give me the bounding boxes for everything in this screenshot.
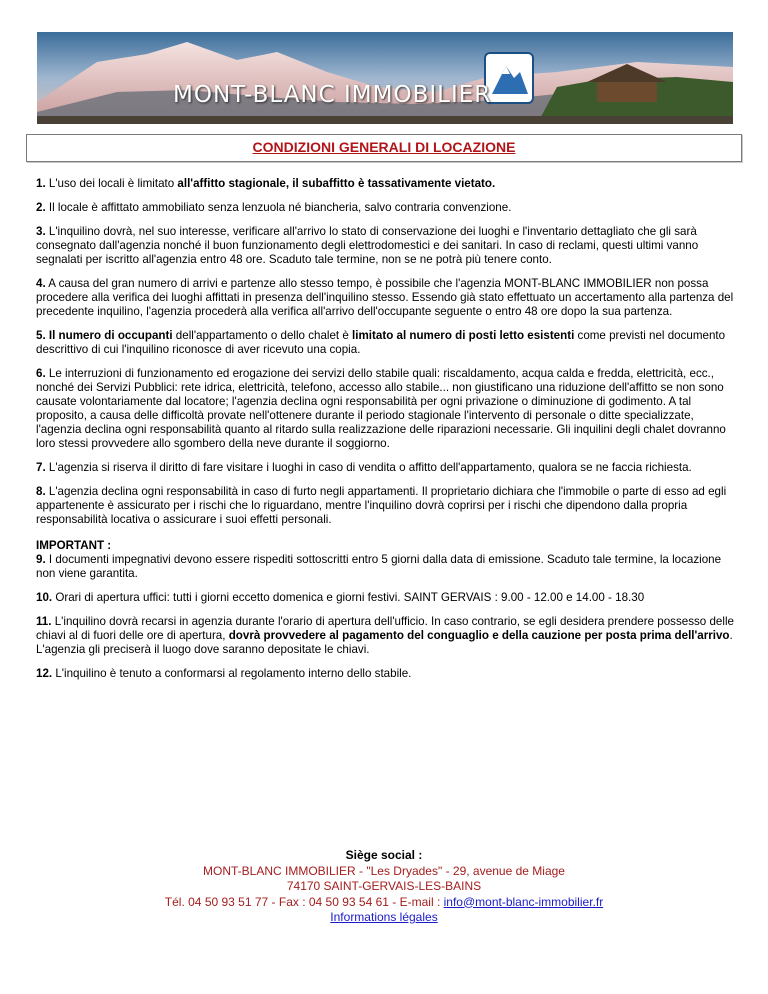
clause-2: 2. Il locale è affittato ammobiliato senza lenzuola né biancheria, salvo contraria convenzione.	[36, 201, 512, 214]
conditions-text	[36, 177, 736, 691]
company-logo	[484, 52, 534, 104]
page-title-box	[26, 134, 742, 162]
email-link[interactable]: info@mont-blanc-immobilier.fr	[443, 894, 604, 909]
clause-3: 3. L'inquilino dovrà, nel suo interesse, verificare all'arrivo lo stato di conservazione dei luoghi e l'inventario dettagliato che gli sarà consegnato dall'agenzia nonché il buon funzionamento degli elettrodomestici e dei sanitari. In caso di reclami, questi ultimi vanno segnalati per iscritto all'agenzia entro 48 ore. Scaduto tale termine, non se ne potrà più tenere conto.	[36, 225, 699, 266]
header-banner	[37, 32, 733, 124]
clause-6: 6. Le interruzioni di funzionamento ed erogazione dei servizi dello stabile quali: riscaldamento, acqua calda e fredda, elettricità, ecc., nonché dei Servizi Pubblici: rete idrica, elettricità, telefono, accesso allo stabile... non giustificano una riduzione dell'affitto se non sono causate volontariamente dal locatore; l'agenzia declina ogni responsabilità per ogni privazione o diminuzione di godimento. A tal proposito, a causa delle difficoltà provate nell'ottenere durante il periodo stagionale l'intervento di personale o ditte specializzate, l'agenzia declina ogni responsabilità quanto al ritardo sulla realizzazione delle riparazioni necessarie. Gli inquilini degli chalet dovranno loro stessi provvedere allo sgombero della neve durante il soggiorno.	[36, 367, 726, 450]
footer-address-1: MONT-BLANC IMMOBILIER - "Les Dryades" - 29, avenue de Miage	[203, 863, 565, 878]
footer-address-2: 74170 SAINT-GERVAIS-LES-BAINS	[286, 879, 482, 893]
clause-7: 7. L'agenzia si riserva il diritto di fare visitare i luoghi in caso di vendita o affitto dell'appartamento, qualora se ne faccia richiesta.	[36, 461, 692, 474]
clause-8: 8. L'agenzia declina ogni responsabilità in caso di furto negli appartamenti. Il proprietario dichiara che l'immobile o parte di esso ad egli appartenente è assicurato per i rischi che lo riguardano, mentre l'inquilino dovrà coprirsi per i rischi che dipendono dalla propria responsabilità locativa o assicurare i suoi effetti personali.	[36, 485, 727, 526]
page-title: CONDIZIONI GENERALI DI LOCAZIONE	[252, 139, 516, 155]
clause-1: 1. L'uso dei locali è limitato all'affitto stagionale, il subaffitto è tassativamente vietato.	[36, 177, 496, 190]
footer	[0, 848, 768, 926]
legal-info-link[interactable]: Informations légales	[330, 910, 438, 924]
clause-11: 11. L'inquilino dovrà recarsi in agenzia durante l'orario di apertura dell'ufficio. In caso contrario, se egli desidera prendere possesso delle chiavi al di fuori delle ore di apertura, dovrà provvedere al pagamento del conguaglio e della cauzione per posta prima dell'arrivo. L'agenzia gli preciserà il luogo dove saranno depositate le chiavi.	[36, 615, 734, 656]
footer-label: Siège social :	[345, 848, 423, 862]
footer-contact: Tél. 04 50 93 51 77 - Fax : 04 50 93 54 61 - E-mail : info@mont-blanc-immobilier.fr	[164, 894, 604, 909]
clause-9: IMPORTANT : 9. I documenti impegnativi devono essere rispediti sottoscritti entro 5 giorni dalla data di emissione. Scaduto tale termine, la locazione non viene garantita.	[36, 539, 722, 580]
important-heading: IMPORTANT :	[36, 539, 112, 552]
clause-10: 10. Orari di apertura uffici: tutti i giorni eccetto domenica e giorni festivi. SAINT GERVAIS : 9.00 - 12.00 e 14.00 - 18.30	[36, 591, 645, 604]
clause-4: 4. A causa del gran numero di arrivi e partenze allo stesso tempo, è possibile che l'agenzia MONT-BLANC IMMOBILIER non possa procedere alla verifica dei luoghi affittati in presenza dell'inquilino stesso. Essendo già stato effettuato un accertamento alla partenza del precedente inquilino, l'agenzia procederà alla verifica all'arrivo dell'occupante seguente o entro 48 ore dopo la sua partenza.	[36, 277, 734, 318]
mountain-landscape-image	[37, 32, 733, 124]
clause-12: 12. L'inquilino è tenuto a conformarsi al regolamento interno dello stabile.	[36, 667, 412, 680]
brand-name: MONT-BLANC IMMOBILIER	[173, 82, 492, 108]
clause-5: 5. Il numero di occupanti dell'appartamento o dello chalet è limitato al numero di posti letto esistenti come previsti nel documento descrittivo di cui l'inquilino riconosce di aver ricevuto una copia.	[36, 329, 726, 356]
